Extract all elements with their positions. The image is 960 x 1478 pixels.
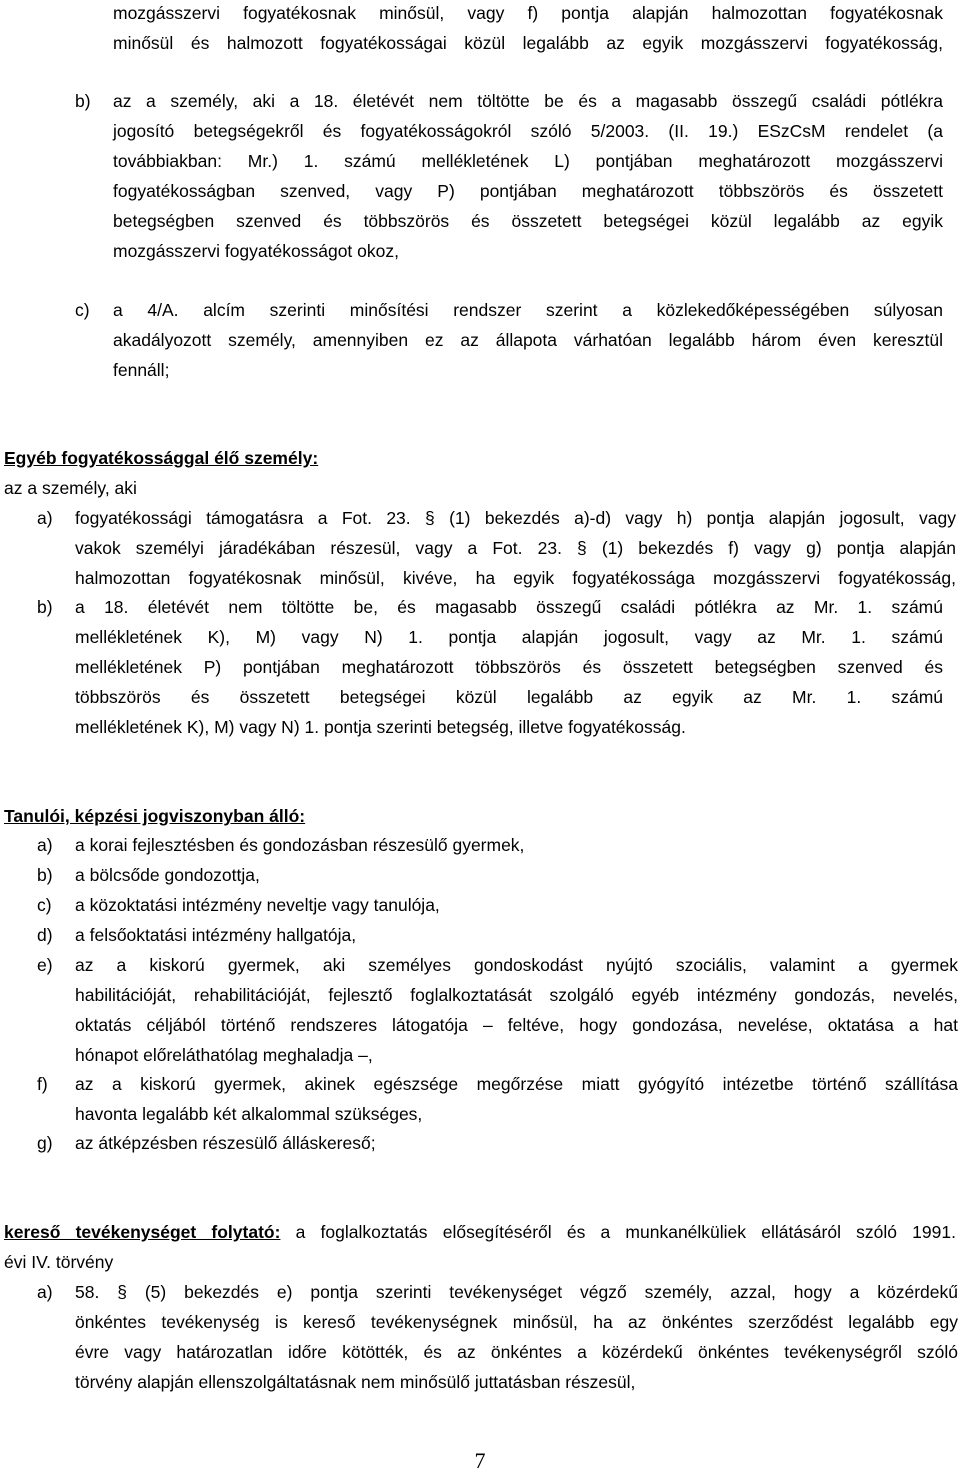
list-label: a) [37, 1282, 53, 1302]
text-line: törvény alapján ellenszolgáltatásnak nem minősülő juttatásban részesül, [75, 1372, 636, 1392]
text-line: fogyatékossági támogatásra a Fot. 23. § (1) bekezdés a)-d) vagy h) pontja alapján jogosult, vagy [75, 508, 956, 528]
list-label: e) [37, 955, 53, 975]
tanuloi-item-e [0, 950, 960, 1070]
section-intro-text: az a személy, aki [4, 478, 137, 498]
list-label: d) [37, 925, 53, 945]
tanuloi-item-b [0, 860, 960, 890]
text-line: oktatás céljából történő rendszeres látogatója – feltéve, hogy gondozása, nevelése, oktatása a hat [75, 1015, 958, 1035]
text-line: többszörös és összetett betegségei közül legalább az egyik az Mr. 1. számú [75, 687, 943, 707]
text-line: továbbiakban: Mr.) 1. számú mellékletének L) pontjában meghatározott mozgásszervi [113, 151, 943, 171]
intro-item-c [0, 295, 960, 385]
text-line: mozgásszervi fogyatékosságot okoz, [113, 241, 399, 261]
text-line: fogyatékosságban szenved, vagy P) pontjában meghatározott többszörös és összetett [113, 181, 943, 201]
text-line: a 4/A. alcím szerinti minősítési rendszer szerint a közlekedőképességében súlyosan [113, 300, 943, 320]
text-line: az a kiskorú gyermek, akinek egészsége megőrzése miatt gyógyító intézetbe történő szállítása [75, 1074, 958, 1094]
tanuloi-item-a [0, 830, 960, 860]
section-tanuloi [0, 801, 960, 831]
text-line: a közoktatási intézmény neveltje vagy tanulója, [75, 895, 440, 915]
section-kereso [0, 1217, 960, 1277]
tanuloi-item-f [0, 1069, 960, 1129]
text-line: évi IV. törvény [4, 1252, 114, 1272]
text-line: betegségben szenved és többszörös és összetett betegségei közül legalább az egyik [113, 211, 943, 231]
text-line: a felsőoktatási intézmény hallgatója, [75, 925, 357, 945]
list-label: g) [37, 1133, 53, 1153]
intro-item-b [0, 86, 960, 266]
text-line: a 18. életévét nem töltötte be, és magasabb összegű családi pótlékra az Mr. 1. számú [75, 597, 943, 617]
tanuloi-item-g [0, 1128, 960, 1158]
list-label: a) [37, 508, 53, 528]
list-label: a) [37, 835, 53, 855]
section-heading: kereső tevékenységet folytató: [4, 1222, 281, 1242]
text-line: havonta legalább két alkalommal szükséges, [75, 1104, 423, 1124]
text-line: 58. § (5) bekezdés e) pontja szerinti tevékenységet végző személy, azzal, hogy a közérdekű [75, 1282, 958, 1302]
text-line: az a személy, aki a 18. életévét nem töltötte be és a magasabb összegű családi pótlékra [113, 91, 943, 111]
tanuloi-item-d [0, 920, 960, 950]
section-heading: Egyéb fogyatékossággal élő személy: [4, 448, 319, 468]
text-line: a bölcsőde gondozottja, [75, 865, 260, 885]
list-label: b) [75, 91, 91, 111]
list-label: b) [37, 597, 53, 617]
text-line: akadályozott személy, amennyiben ez az állapota várhatóan legalább három éven keresztül [113, 330, 943, 350]
intro-item-a-continuation [0, 0, 960, 58]
text-line: mellékletének P) pontjában meghatározott többszörös és összetett betegségben szenved és [75, 657, 943, 677]
text-line: halmozottan fogyatékosnak minősül, kivéve, ha egyik fogyatékossága mozgásszervi fogyatékosság, [75, 568, 956, 588]
egyeb-item-b [0, 592, 960, 742]
text-line: az a kiskorú gyermek, aki személyes gondoskodást nyújtó szociális, valamint a gyermek [75, 955, 958, 975]
list-label: c) [37, 895, 52, 915]
section-heading: Tanulói, képzési jogviszonyban álló: [4, 806, 306, 826]
text-line: vakok személyi járadékában részesül, vagy a Fot. 23. § (1) bekezdés f) vagy g) pontja alapján [75, 538, 956, 558]
text-line: habilitációját, rehabilitációját, fejlesztő foglalkoztatását szolgáló egyéb intézmény gondozás, nevelés, [75, 985, 958, 1005]
text-line: hónapot előreláthatólag meghaladja –, [75, 1045, 373, 1065]
text-line: önkéntes tevékenység is kereső tevékenységnek minősül, ha az önkéntes szerződést legalább egy [75, 1312, 958, 1332]
text-line: mellékletének K), M) vagy N) 1. pontja alapján jogosult, vagy az Mr. 1. számú [75, 627, 943, 647]
kereso-item-a [0, 1277, 960, 1397]
list-label: f) [37, 1074, 48, 1094]
section-heading-line [4, 1217, 956, 1247]
text-line: a korai fejlesztésben és gondozásban részesülő gyermek, [75, 835, 525, 855]
text-line: az átképzésben részesülő álláskereső; [75, 1133, 376, 1153]
text-line: évre vagy határozatlan időre kötötték, és az önkéntes a közérdekű önkéntes tevékenységről szóló [75, 1342, 958, 1362]
text-line: minősül és halmozott fogyatékosságai közül legalább az egyik mozgásszervi fogyatékosság, [113, 33, 943, 53]
page-number: 7 [474, 1448, 486, 1473]
list-label: b) [37, 865, 53, 885]
text-line: jogosító betegségekről és fogyatékosságokról szóló 5/2003. (II. 19.) ESzCsM rendelet (a [113, 121, 943, 141]
text-line: mozgásszervi fogyatékosnak minősül, vagy f) pontja alapján halmozottan fogyatékosnak [113, 3, 943, 23]
section-egyeb [0, 443, 960, 503]
egyeb-item-a [0, 503, 960, 593]
text-line: fennáll; [113, 360, 170, 380]
section-heading-rest: a foglalkoztatás elősegítéséről és a munkanélküliek ellátásáról szóló 1991. [280, 1222, 956, 1242]
tanuloi-item-c [0, 890, 960, 920]
text-line: mellékletének K), M) vagy N) 1. pontja szerinti betegség, illetve fogyatékosság. [75, 717, 686, 737]
list-label: c) [75, 300, 90, 320]
